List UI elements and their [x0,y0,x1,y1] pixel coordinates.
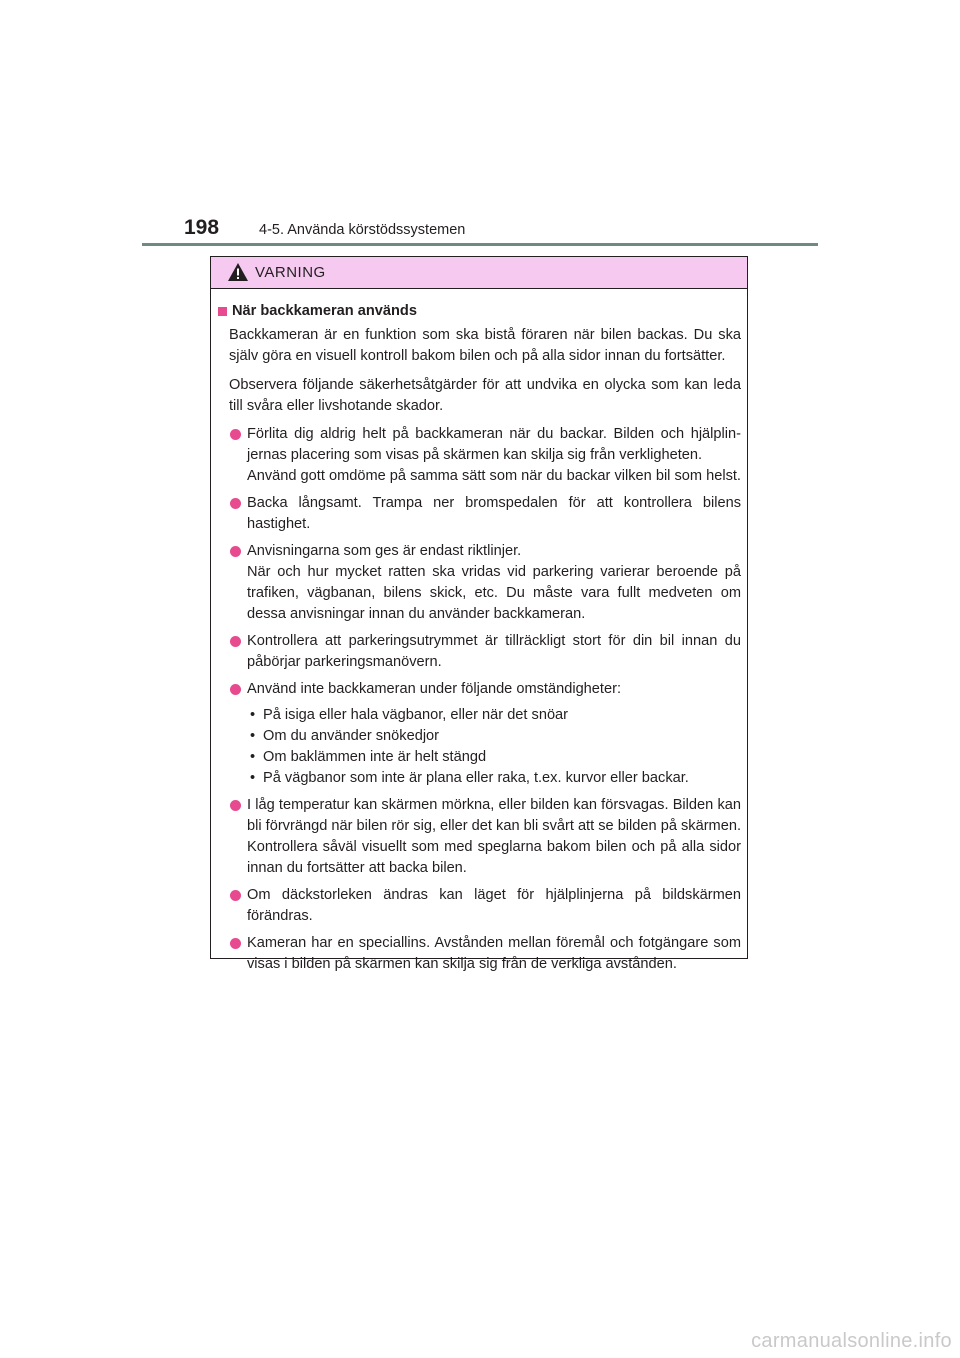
bullet-text: Kameran har en speciallins. Avstånden mellan föremål och fotgängare som visas i bilden på skärmen kan skilja sig från de verkliga avstånden. [247,935,741,972]
section-heading-text: När backkameran används [232,303,417,319]
list-item [217,541,741,625]
list-item [217,631,741,673]
sub-list-item: • Om du använder snökedjor [247,726,741,747]
sub-list [247,705,741,789]
intro-paragraph: Observera följande säkerhetsåtgärder för att undvika en olycka som kan leda till svåra eller livshotande skador. [229,377,741,414]
bullet-dot-icon [230,429,241,440]
list-item [217,885,741,927]
bullet-dot-icon [230,800,241,811]
list-item [217,493,741,535]
warning-header [211,257,747,289]
warning-triangle-icon [227,262,249,282]
bullet-text: Anvisningarna som ges är endast riktlinjer. [247,543,522,559]
bullet-dot-icon [230,498,241,509]
header-divider [142,243,818,246]
section-title: 4-5. Använda körstödssystemen [259,222,466,238]
square-bullet-icon [218,307,227,316]
bullet-dot-icon [230,546,241,557]
bullet-text: Backa långsamt. Trampa ner bromspedalen för att kontrollera bilens hastighet. [247,495,741,532]
warning-body [211,289,747,975]
intro [217,325,741,417]
page-number: 198 [184,216,220,239]
warning-title: VARNING [255,264,326,281]
list-item [217,795,741,879]
bullet-text: Använd inte backkameran under följande omständigheter: [247,681,622,697]
sub-list-item: • På vägbanor som inte är plana eller raka, t.ex. kurvor eller backar. [247,768,741,789]
bullet-dot-icon [230,938,241,949]
bullet-text: Använd gott omdöme på samma sätt som när du backar vilken bil som helst. [247,468,741,484]
bullet-text: Om däckstorleken ändras kan läget för hjälplinjerna på bildskärmen förändras. [247,887,741,924]
bullet-text: Kontrollera att parkeringsutrymmet är tillräckligt stort för din bil innan du påbörjar parkeringsmanövern. [247,633,741,670]
bullet-dot-icon [230,890,241,901]
bullet-list [217,424,741,975]
watermark: carmanualsonline.info [751,1330,952,1352]
bullet-dot-icon [230,684,241,695]
bullet-text: I låg temperatur kan skärmen mörkna, eller bilden kan försvagas. Bilden kan bli förvrängd när bilen rör sig, eller det kan bli svårt att se bilden på skärmen. Kontrollera såväl visuellt som med speglarna bakom bilen och på alla sidor innan du fortsätter att backa bilen. [247,797,741,876]
warning-box [210,256,748,972]
list-item [217,424,741,487]
section-heading [217,301,741,322]
list-item [217,679,741,789]
page-header [0,0,960,250]
bullet-text: Förlita dig aldrig helt på backkameran när du backar. Bilden och hjälplin-jernas placering som visas på skärmen kan skilja sig från verkligheten. [247,426,741,463]
intro-paragraph: Backkameran är en funktion som ska bistå föraren när bilen backas. Du ska själv göra en visuell kontroll bakom bilen och på alla sidor innan du fortsätter. [229,327,741,364]
bullet-text: När och hur mycket ratten ska vridas vid parkering varierar beroende på trafiken, vägbanan, bilens skick, etc. Du måste vara fullt medveten om dessa anvisningar innan du använder backkameran. [247,564,741,622]
sub-list-item: • På isiga eller hala vägbanor, eller när det snöar [247,705,741,726]
sub-list-item: • Om baklämmen inte är helt stängd [247,747,741,768]
list-item [217,933,741,975]
page-footer [0,1330,960,1358]
bullet-dot-icon [230,636,241,647]
